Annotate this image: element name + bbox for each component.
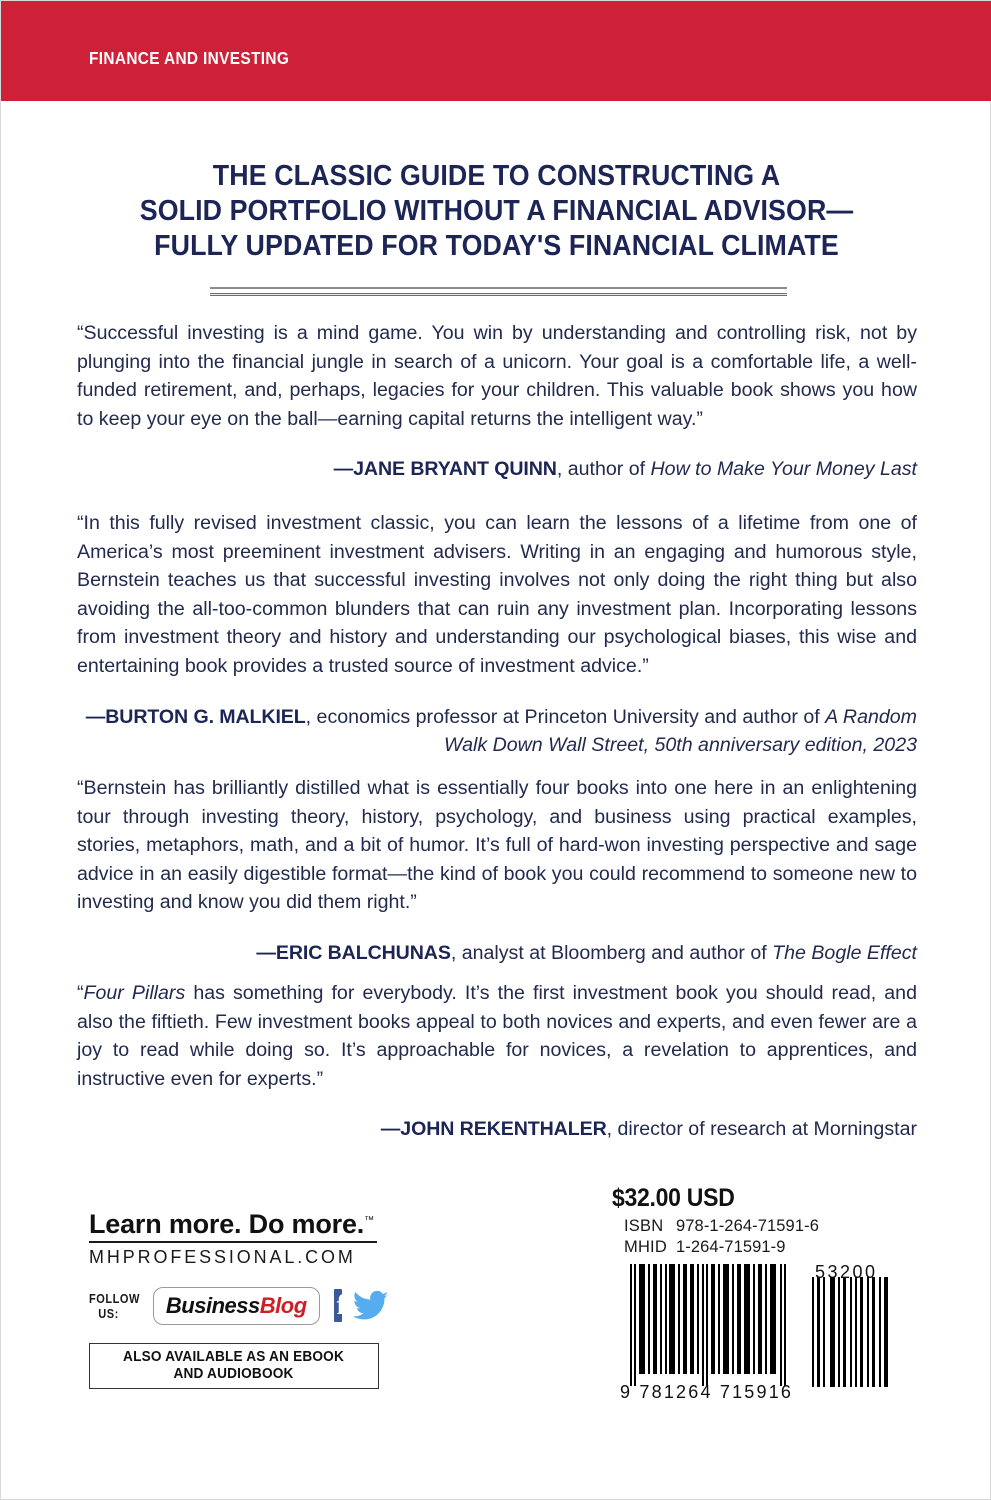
barcode-group xyxy=(612,1264,912,1414)
ebook-availability-text xyxy=(124,1349,345,1383)
quote-block-balchunas xyxy=(77,774,917,968)
ean13-barcode xyxy=(628,1264,794,1386)
business-blog-word-business: Business xyxy=(165,1292,260,1318)
isbn-row xyxy=(624,1216,912,1237)
headline-divider xyxy=(210,287,787,296)
mhid-row xyxy=(624,1237,912,1258)
quote-block-malkiel xyxy=(77,509,917,760)
trademark-symbol: ™ xyxy=(364,1215,374,1226)
category-label: FINANCE AND INVESTING xyxy=(89,48,290,68)
publisher-footer xyxy=(89,1205,389,1389)
facebook-icon[interactable] xyxy=(334,1289,342,1322)
quote-text: “Bernstein has brilliantly distilled what is essentially four books into one here in an enlightening tour through investing theory, history, psychology, and business using practical examples, stories, metaphors, math, and a bit of humor. It’s full of hard-won investing perspective and sage advice in an easily digestible format—the kind of book you could recommend to someone new to investing and know you did them right.” xyxy=(77,777,917,914)
quote-attribution xyxy=(77,1115,917,1144)
headline-line-1: THE CLASSIC GUIDE TO CONSTRUCTING A xyxy=(212,160,781,192)
divider-rule-bottom xyxy=(210,293,787,296)
business-blog-word-blog: Blog xyxy=(259,1292,307,1318)
mhid-label: MHID xyxy=(624,1238,667,1256)
ebook-availability-box xyxy=(89,1343,379,1389)
follow-us-line-1: FOLLOW xyxy=(89,1290,140,1306)
quote-attribution xyxy=(77,703,917,760)
isbn-label: ISBN xyxy=(624,1217,664,1235)
quote-lead-title: Four Pillars xyxy=(83,982,186,1004)
follow-us-label xyxy=(89,1291,140,1321)
quote-text: “Successful investing is a mind game. You win by understanding and controlling risk, not by plunging into the financial jungle in search of a unicorn. Your goal is a comfortable life, a well-funded retirement, and, perhaps, legacies for your children. This valuable book shows you how to keep your eye on the ball—earning capital returns the intelligent way.” xyxy=(77,322,917,430)
quote-attribution xyxy=(77,939,917,968)
attribution-name: —JANE BRYANT QUINN xyxy=(333,458,557,481)
attribution-name: —ERIC BALCHUNAS xyxy=(256,941,451,964)
attribution-role: , economics professor at Princeton University and author of xyxy=(305,705,826,728)
mhid-value: 1-264-71591-9 xyxy=(676,1238,786,1256)
quote-block-rekenthaler xyxy=(77,979,917,1144)
quote-text: “Four Pillars has something for everybody. It’s the first investment book you should read, and also the fiftieth. Few investment books appeal to both novices and experts, and even fewer are a joy to read while doing so. It’s approachable for novices, a revelation to apprentices, and instructive even for experts.” xyxy=(77,982,917,1090)
attribution-work-title: A Random Walk Down Wall Street, 50th anniversary edition, 2023 xyxy=(443,705,917,757)
ebook-line-2: AND AUDIOBOOK xyxy=(173,1365,295,1382)
headline-line-2: SOLID PORTFOLIO WITHOUT A FINANCIAL ADVISOR— xyxy=(139,195,854,227)
attribution-name: —BURTON G. MALKIEL xyxy=(85,705,306,728)
price-isbn-block xyxy=(612,1184,912,1414)
attribution-role: , director of research at Morningstar xyxy=(606,1118,917,1141)
attribution-work-title: The Bogle Effect xyxy=(772,941,917,964)
barcode-addon-number: 53200 xyxy=(815,1262,878,1282)
category-band xyxy=(1,1,991,101)
attribution-work-title: How to Make Your Money Last xyxy=(650,458,917,481)
barcode-number: 9 781264 715916 xyxy=(620,1382,794,1402)
price-label: $32.00 USD xyxy=(612,1184,735,1212)
identifier-lines xyxy=(624,1216,912,1258)
attribution-role: , author of xyxy=(556,458,651,481)
divider-rule-top xyxy=(210,287,787,289)
quote-attribution xyxy=(77,455,917,484)
headline-line-3: FULLY UPDATED FOR TODAY'S FINANCIAL CLIMATE xyxy=(154,230,839,262)
business-blog-button[interactable] xyxy=(153,1287,320,1325)
follow-us-row xyxy=(89,1286,389,1326)
quote-text: “In this fully revised investment classic, you can learn the lessons of a lifetime from one of America’s most preeminent investment advisers. Writing in an engaging and humorous style, Bernstein teaches us that successful investing involves not only doing the right thing but also avoiding the all-too-common blunders that can ruin any investment plan. Incorporating lessons from investment theory and history and understanding our psychological biases, this wise and entertaining book provides a trusted source of investment advice.” xyxy=(77,512,917,677)
ebook-line-1: ALSO AVAILABLE AS AN EBOOK xyxy=(123,1348,345,1365)
quote-block-quinn xyxy=(77,319,917,484)
barcode-addon xyxy=(810,1277,890,1387)
publisher-tagline-text: Learn more. Do more. xyxy=(89,1209,365,1239)
publisher-website[interactable]: MHPROFESSIONAL.COM xyxy=(89,1245,356,1267)
follow-us-line-2: US: xyxy=(98,1305,119,1321)
attribution-role: , analyst at Bloomberg and author of xyxy=(450,941,773,964)
isbn-value: 978-1-264-71591-6 xyxy=(676,1217,819,1235)
attribution-name: —JOHN REKENTHALER xyxy=(380,1118,607,1141)
page-headline xyxy=(1,159,991,264)
quote-text-rest: has something for everybody. It’s the first investment book you should read, and also the fiftieth. Few investment books appeal to both novices and experts, and even fewer are a joy to read while doing so. It’s approachable for novices, a revelation to apprentices, and instructive even for experts.” xyxy=(77,982,917,1090)
publisher-rule xyxy=(89,1241,377,1243)
publisher-tagline xyxy=(89,1205,389,1240)
twitter-icon[interactable] xyxy=(353,1289,389,1322)
business-blog-label xyxy=(166,1293,307,1319)
